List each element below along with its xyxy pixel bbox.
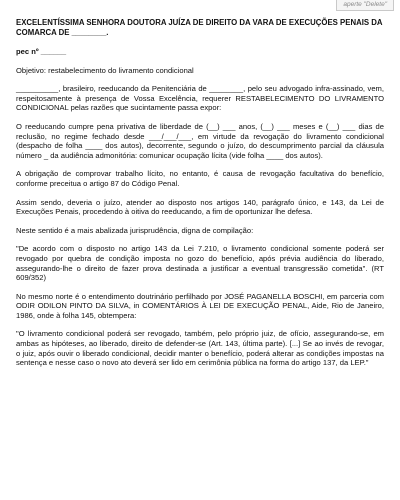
paragraph-obligation: A obrigação de comprovar trabalho lícito, no entanto, é causa de revogação facultativa do benefício, conforme preceitua o artigo 87 do Código Penal. xyxy=(16,169,384,188)
paragraph-jurisprudence-quote: "De acordo com o disposto no artigo 143 da Lei 7.210, o livramento condicional somente poderá ser revogado por quebra de condição imposta no gozo do benefício, após prévia audiência do liberado, assegurando-lhe o direito de fazer prova destinada a justificar a eventual transgressão cometida". (RT 609/352) xyxy=(16,244,384,283)
delete-hint: aperte "Delete" xyxy=(336,0,394,11)
paragraph-facts: O reeducando cumpre pena privativa de liberdade de (__) ___ anos, (__) ___ meses e (__) ___ dias de reclusão, no regime fechado desde ___/___/___, em virtude da revogação do livramento condicional (despacho de folha ____ dos autos), decorrente, segundo o juízo, do descumprimento parcial da cláusula número _ da audiência admonitória: comunicar ocupação lícita (vide folha ____ dos autos). xyxy=(16,121,384,160)
paragraph-legal-basis: Assim sendo, deveria o juízo, atender ao disposto nos artigos 140, parágrafo único, e 143, da Lei de Execuções Penais, procedendo à oitiva do reeducando, a fim de oportunizar lhe defesa. xyxy=(16,197,384,217)
paragraph-doctrine-quote: "O livramento condicional poderá ser revogado, também, pelo próprio juiz, de ofício, assegurando-se, em ambas as hipóteses, ao liberado, direito de defender-se (Art. 143, última parte). [...] Se ao invés de revogar, o juiz, após ouvir o liberado condicional, decidir manter o benefício, poderá alterar as condições impostas na sentença e nesse caso o novo ato deverá ser lido em cerimônia pública na forma do artigo 137, da LEP." xyxy=(16,329,384,368)
document-heading: EXCELENTÍSSIMA SENHORA DOUTORA JUÍZA DE DIREITO DA VARA DE EXECUÇÕES PENAIS DA COMARCA DE ________. xyxy=(16,18,383,37)
paragraph-request: __________, brasileiro, reeducando da Penitenciária de ________, pelo seu advogado infra-assinado, vem, respeitosamente à presença de Vossa Excelência, requerer RESTABELECIMENTO DO LIVRAMENTO CONDICIONAL pelas razões que sucintamente passa expor: xyxy=(16,84,384,113)
paragraph-jurisprudence-intro: Neste sentido é a mais abalizada jurisprudência, digna de compilação: xyxy=(16,225,254,235)
pec-number: pec nº ______ xyxy=(16,47,67,56)
paragraph-doctrine-intro: No mesmo norte é o entendimento doutrinário perfilhado por JOSÉ PAGANELLA BOSCHI, em parceria com ODIR ODILON PINTO DA SILVA, in COMENTÁRIOS À LEI DE EXECUÇÃO PENAL, Aide, Rio de Janeiro, 1986, onde à folha 145, obtempera: xyxy=(16,291,384,320)
objective-line: Objetivo: restabelecimento do livramento condicional xyxy=(16,65,194,75)
